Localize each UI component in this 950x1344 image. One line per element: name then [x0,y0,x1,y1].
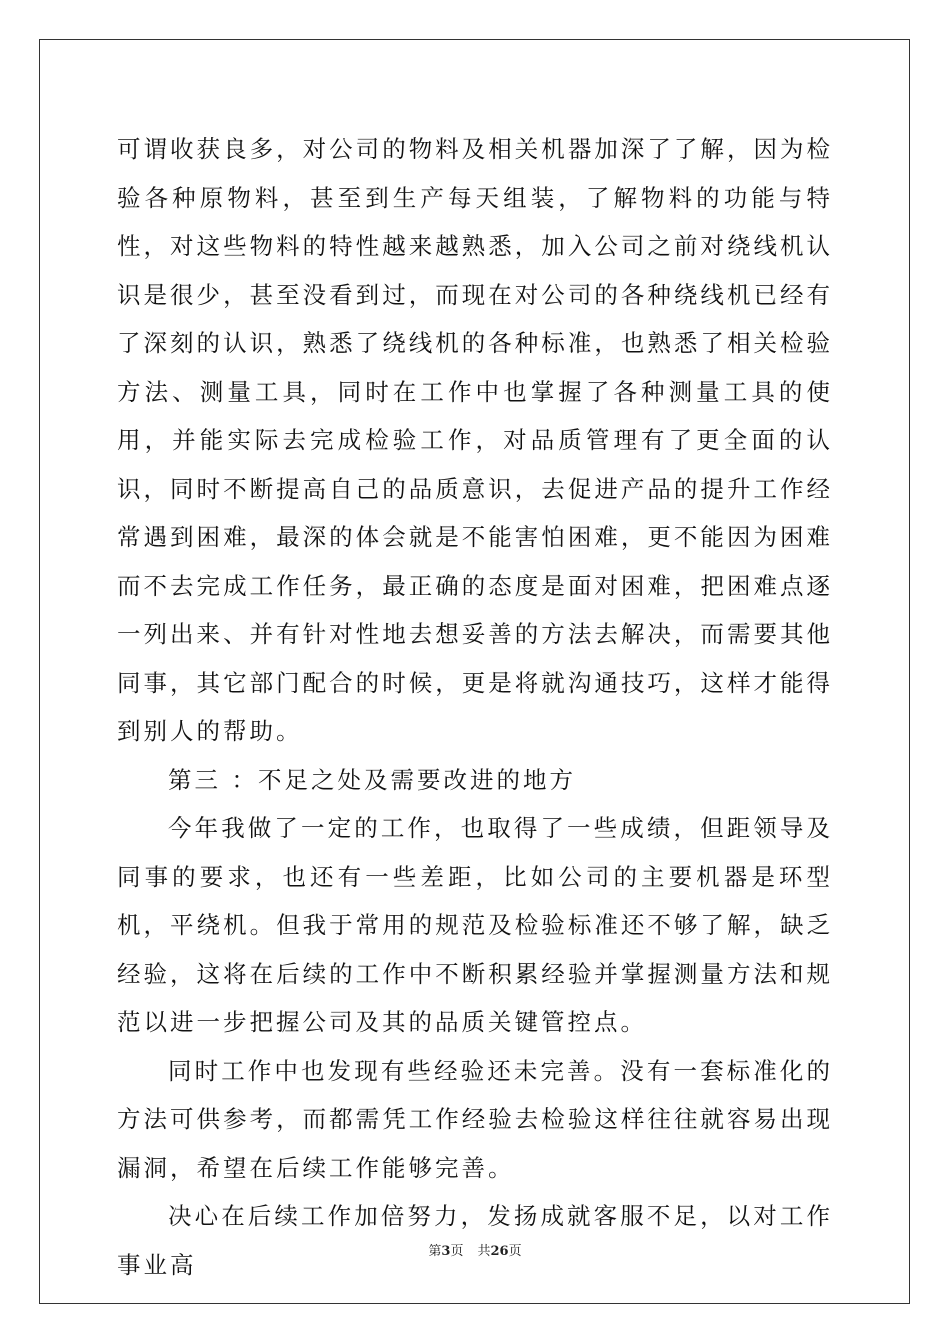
footer-total-suffix: 页 [508,1244,522,1259]
section-heading: 第三 ：不足之处及需要改进的地方 [168,765,576,794]
page-footer [0,1240,950,1259]
paragraph-5: 决心在后续工作加倍努力，发扬成就客服不足，以对工作事业高 [117,1202,833,1279]
footer-total-pages: 26 [490,1244,509,1259]
paragraph-3: 今年我做了一定的工作，也取得了一些成绩，但距领导及同事的要求，也还有一些差距，比如公司的主要机器是环型机，平绕机。但我于常用的规范及检验标准还不够了解，缺乏经验，这将在后续的工作中不断积累经验并掌握测量方法和规范以进一步把握公司及其的品质关键管控点。 [117,814,833,1036]
paragraph-1: 可谓收获良多，对公司的物料及相关机器加深了了解，因为检验各种原物料，甚至到生产每天组装，了解物料的功能与特性，对这些物料的特性越来越熟悉，加入公司之前对绕线机认识是很少，甚至没看到过，而现在对公司的各种绕线机已经有了深刻的认识，熟悉了绕线机的各种标准，也熟悉了相关检验方法、测量工具，同时在工作中也掌握了各种测量工具的使用，并能实际去完成检验工作，对品质管理有了更全面的认识，同时不断提高自己的品质意识，去促进产品的提升工作经常遇到困难，最深的体会就是不能害怕困难，更不能因为困难而不去完成工作任务，最正确的态度是面对困难，把困难点逐一列出来、并有针对性地去想妥善的方法去解决，而需要其他同事，其它部门配合的时候，更是将就沟通技巧，这样才能得到别人的帮助。 [117,135,833,745]
footer-page-number: 3 [441,1244,451,1259]
footer-page-suffix: 页 [450,1244,464,1259]
paragraph-4: 同时工作中也发现有些经验还未完善。没有一套标准化的方法可供参考，而都需凭工作经验去检验这样往往就容易出现漏洞，希望在后续工作能够完善。 [117,1056,833,1182]
document-body [117,125,833,1289]
footer-total-prefix: 共 [477,1244,491,1259]
footer-page-prefix: 第 [428,1244,442,1259]
